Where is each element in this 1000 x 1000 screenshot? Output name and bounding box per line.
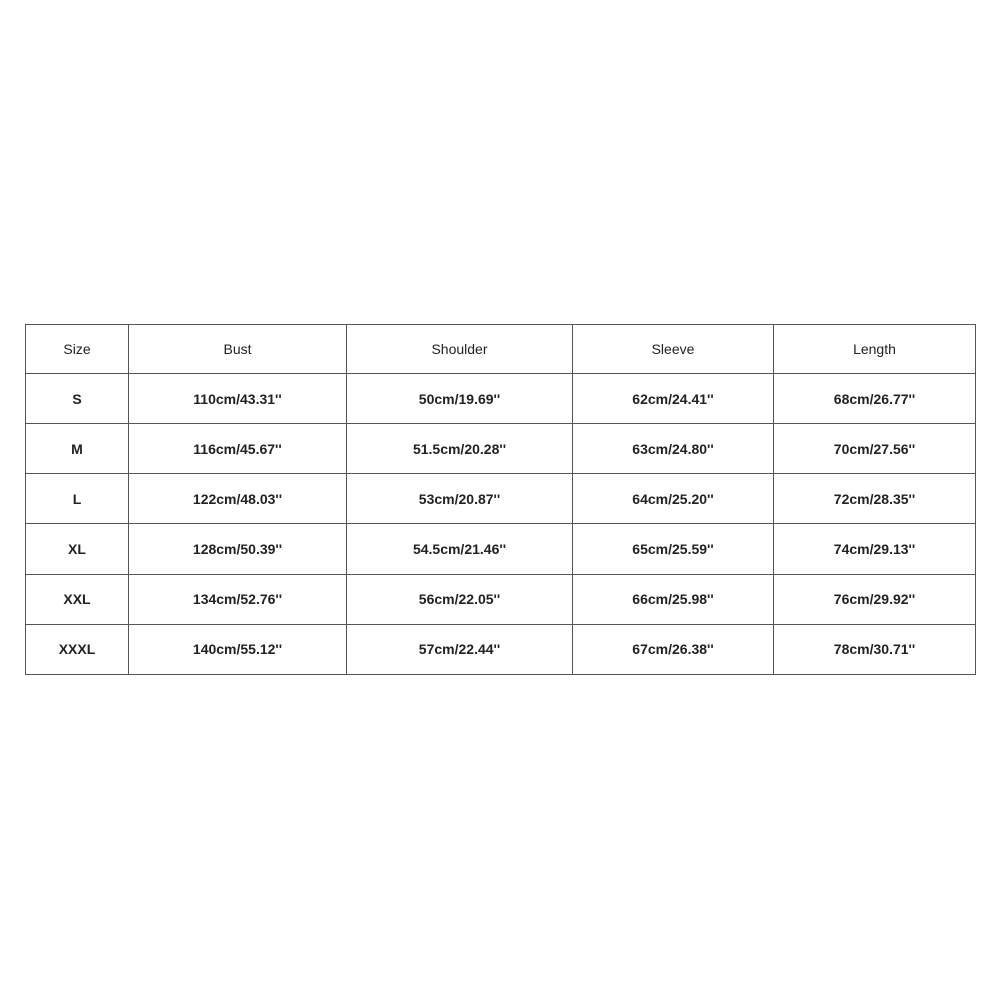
bust-cell: 128cm/50.39'' [129,524,347,574]
sleeve-cell: 63cm/24.80'' [573,424,774,474]
bust-cell: 122cm/48.03'' [129,474,347,524]
header-row [26,325,976,374]
sleeve-cell: 64cm/25.20'' [573,474,774,524]
length-cell: 72cm/28.35'' [774,474,976,524]
size-cell: XL [26,524,129,574]
length-cell: 68cm/26.77'' [774,374,976,424]
table-row [26,574,976,624]
bust-cell: 110cm/43.31'' [129,374,347,424]
size-cell: S [26,374,129,424]
shoulder-cell: 53cm/20.87'' [347,474,573,524]
length-cell: 74cm/29.13'' [774,524,976,574]
table-row [26,474,976,524]
size-chart-table [25,324,976,675]
bust-cell: 116cm/45.67'' [129,424,347,474]
header-length: Length [774,325,976,374]
table-row [26,524,976,574]
sleeve-cell: 66cm/25.98'' [573,574,774,624]
length-cell: 76cm/29.92'' [774,574,976,624]
bust-cell: 140cm/55.12'' [129,624,347,674]
header-size: Size [26,325,129,374]
size-cell: M [26,424,129,474]
table-row [26,374,976,424]
sleeve-cell: 62cm/24.41'' [573,374,774,424]
shoulder-cell: 57cm/22.44'' [347,624,573,674]
table-body [26,374,976,675]
size-cell: L [26,474,129,524]
header-bust: Bust [129,325,347,374]
header-sleeve: Sleeve [573,325,774,374]
table-header [26,325,976,374]
shoulder-cell: 50cm/19.69'' [347,374,573,424]
bust-cell: 134cm/52.76'' [129,574,347,624]
sleeve-cell: 67cm/26.38'' [573,624,774,674]
shoulder-cell: 54.5cm/21.46'' [347,524,573,574]
length-cell: 78cm/30.71'' [774,624,976,674]
shoulder-cell: 51.5cm/20.28'' [347,424,573,474]
size-cell: XXXL [26,624,129,674]
header-shoulder: Shoulder [347,325,573,374]
table-row [26,624,976,674]
size-cell: XXL [26,574,129,624]
shoulder-cell: 56cm/22.05'' [347,574,573,624]
table-row [26,424,976,474]
length-cell: 70cm/27.56'' [774,424,976,474]
sleeve-cell: 65cm/25.59'' [573,524,774,574]
